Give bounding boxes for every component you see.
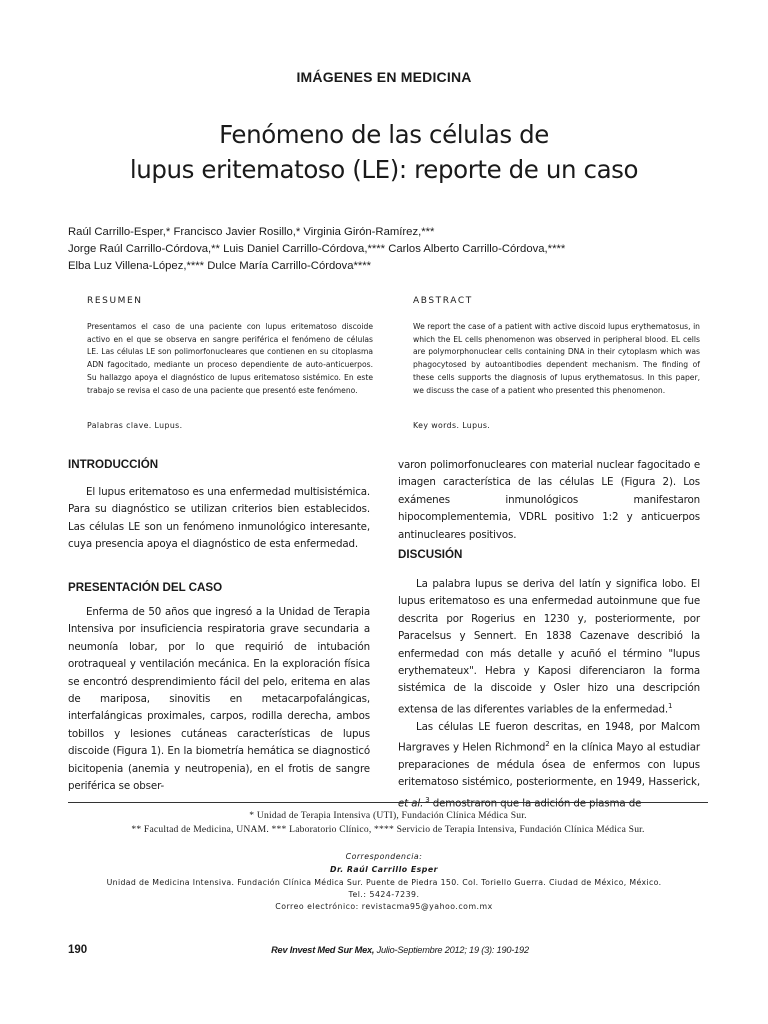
intro-heading: INTRODUCCIÓN — [68, 458, 159, 471]
discussion-p2-text: en la clínica Mayo al estudiar preparaciones de médula ósea de enfermos con lupus eritematoso sistémico, posteriormente, en 1949, Hasserick, — [398, 741, 700, 789]
correspondence-label: Correspondencia: — [345, 852, 423, 861]
case-heading: PRESENTACIÓN DEL CASO — [68, 581, 223, 594]
discussion-p1-text: La palabra lupus se deriva del latín y significa lobo. El lupus eritematoso es una enfermedad autoinmune que fue descrita por Rogerius en 1230 y, posteriormente, por Paracelsus y Sennert. En 1838 Cazenave describió la enfermedad con más detalle y acuñó el término "lupus erythemateux". Hebra y Kaposi diferenciaron la forma sistémica de la discoide y Osler hizo una descripción extensa de las diferentes variables de la enfermedad. — [398, 578, 700, 716]
resumen-paragraph: Presentamos el caso de una paciente con lupus eritematoso discoide activo en el que se observa en sangre periférica el fenómeno de células LE. Las células LE son polimorfonucleares que contienen en su citoplasma ADN fagocitado, mediante un proceso dependiente de auto-anticuerpos. Su hallazgo apoya el diagnóstico de lupus eritematoso sistémico. En este trabajo se revisa el caso de una paciente que presentó este fenómeno. — [87, 322, 373, 395]
correspondence-email: Correo electrónico: revistacma95@yahoo.com.mx — [275, 902, 493, 911]
discussion-paragraph-1 — [398, 576, 700, 719]
author-line: Jorge Raúl Carrillo-Córdova,** Luis Daniel Carrillo-Córdova,**** Carlos Alberto Carrillo-Córdova,**** — [68, 242, 566, 255]
page-number: 190 — [68, 944, 88, 956]
resumen-heading: RESUMEN — [87, 296, 143, 306]
abstract-paragraph: We report the case of a patient with active discoid lupus erythematosus, in which the EL cells phenomenon was observed in peripheral blood. EL cells are polymorphonuclear cells containing DNA in their cytoplasm which was phagocytosed by autoantibodies dependent mechanism. The finding of these cells supports the diagnosis of lupus erythematosus. In this paper, we discuss the case of a patient who presented this phenomenon. — [413, 322, 700, 395]
article-title — [60, 117, 708, 187]
abstract-keywords: Key words. Lupus. — [413, 421, 491, 430]
discussion-paragraph-2 — [398, 719, 700, 813]
journal-name: Rev Invest Med Sur Mex, — [271, 945, 375, 955]
reference-marker: 3 — [423, 795, 430, 804]
title-line-2: lupus eritematoso (LE): reporte de un caso — [129, 155, 639, 184]
case-paragraph: Enferma de 50 años que ingresó a la Unidad de Terapia Intensiva por insuficiencia respiratoria grave secundaria a neumonía lobar, por lo que requirió de intubación orotraqueal y ventilación mecánica. En la exploración física se encontró desprendimiento fácil del pelo, eritema en alas de mariposa, sinovitis en metacarpofalángicas, interfalángicas proximales, carpos, rodilla derecha, ambos tobillos y lesiones cutáneas características de lupus discoide (Figura 1). En la biometría hemática se diagnosticó bicitopenia (anemia y neutropenia), en el frotis de sangre periférica se obser- — [68, 606, 370, 793]
reference-marker: 2 — [545, 740, 550, 749]
journal-citation — [200, 945, 600, 955]
author-line: Elba Luz Villena-López,**** Dulce María Carrillo-Córdova**** — [68, 259, 372, 272]
discussion-heading: DISCUSIÓN — [398, 548, 463, 561]
correspondence-name: Dr. Raúl Carrillo Esper — [329, 865, 439, 874]
resumen-keywords: Palabras clave. Lupus. — [87, 421, 183, 430]
footnote-line-2: ** Facultad de Medicina, UNAM. *** Laboratorio Clínico, **** Servicio de Terapia Intensiva, Fundación Clínica Médica Sur. — [131, 824, 645, 835]
case-continuation — [398, 457, 700, 544]
continuation-paragraph: varon polimorfonucleares con material nuclear fagocitado e imagen característica de las células LE (Figura 2). Los exámenes inmunológicos manifestaron hipocomplementemia, VDRL positivo 1:2 y anticuerpos antinucleares positivos. — [398, 459, 700, 541]
discussion-p2-text: demostraron que la adición de plasma de — [429, 797, 642, 810]
correspondence-phone: Tel.: 5424-7239. — [348, 890, 420, 899]
author-line: Raúl Carrillo-Esper,* Francisco Javier Rosillo,* Virginia Girón-Ramírez,*** — [68, 226, 435, 238]
case-text — [68, 604, 370, 795]
footnote-line-1: * Unidad de Terapia Intensiva (UTI), Fundación Clínica Médica Sur. — [249, 810, 527, 821]
et-al: et al. — [398, 797, 424, 810]
reference-marker: 1 — [668, 701, 673, 710]
title-line-1: Fenómeno de las células de — [219, 120, 549, 149]
footnote-divider — [68, 802, 708, 803]
discussion-p2-text: Las células LE fueron descritas, en 1948, por Malcom Hargraves y Helen Richmond — [398, 720, 700, 754]
correspondence-address: Unidad de Medicina Intensiva. Fundación Clínica Médica Sur. Puente de Piedra 150. Col. Toriello Guerra. Ciudad de México, México. — [106, 878, 662, 887]
intro-text — [68, 484, 370, 554]
intro-paragraph: El lupus eritematoso es una enfermedad multisistémica. Para su diagnóstico se utilizan criterios bien establecidos. Las células LE son un fenómeno inmunológico interesante, cuya presencia apoya el diagnóstico de esta enfermedad. — [68, 486, 370, 551]
abstract-heading: ABSTRACT — [413, 296, 473, 306]
section-label: IMÁGENES EN MEDICINA — [296, 69, 472, 85]
discussion-text — [398, 576, 700, 813]
author-list — [68, 224, 708, 274]
abstract-text — [413, 321, 700, 397]
resumen-text — [87, 321, 373, 397]
journal-issue: Julio-Septiembre 2012; 19 (3): 190-192 — [374, 945, 529, 955]
